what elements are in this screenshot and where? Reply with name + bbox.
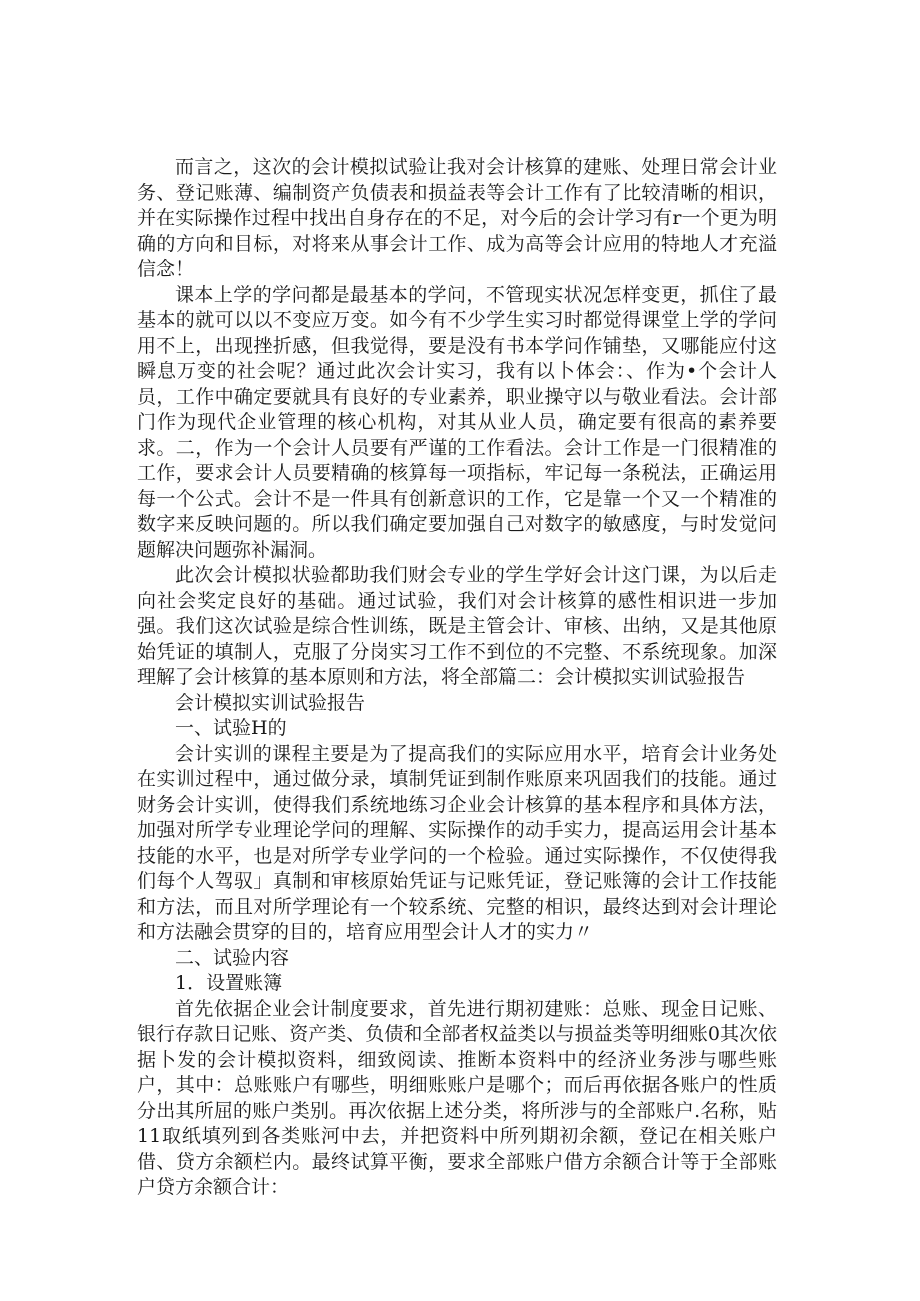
paragraph-conclusion: 而言之，这次的会计模拟试验让我对会计核算的建账、处理日常会计业务、登记账薄、编制资产负债表和损益表等会计工作有了比较清晰的相识，并在实际操作过程中找出自身存在的不足，对今后的会计学习有r一个更为明确的方向和目标，对将来从事会计工作、成为高等会计应用的特地人才充溢信念！ bbox=[137, 156, 777, 280]
section-heading-content: 二、试验内容 bbox=[175, 946, 290, 969]
paragraph-simulation-benefit: 此次会计模拟状验都助我们财会专业的学生学好会计这门课，为以后走向社会奖定良好的基础。通过试验，我们对会计核算的感性相识进一步加强。我们这次试验是综合性训练，既是主管会计、审核、出纳，又是其他原始凭证的填制人，克服了分岗实习工作不到位的不完整、不系统现象。加深理解了会计核算的基本原则和方法，将全部篇二：会计模拟实训试验报告 bbox=[137, 564, 777, 688]
paragraph-set-up-books: 首先依据企业会计制度要求，首先进行期初建账：总账、现金日记账、银行存款日记账、资产类、负债和全部者权益类以与损益类等明细账0其次依据卜发的会计模拟资料，细致阅读、推断本资料中的经济业务涉与哪些账户，其中：总账账户有哪些，明细账账户是哪个；而后再依据各账户的性质分出其所屈的账户类别。再次依据上述分类，将所涉与的全部账户.名称，贴11取纸填列到各类账河中去，并把资料中所列期初余额，登记在相关账户借、贷方余额栏内。最终试算平衡，要求全部账户借方余额合计等于全部账户贷方余额合计： bbox=[137, 997, 777, 1198]
paragraph-purpose: 会计实训的课程主要是为了提高我们的实际应用水平，培育会计业务处在实训过程中，通过做分录，填制凭证到制作账原来巩固我们的技能。通过财务会计实训，使得我们系统地练习企业会计核算的基本程序和具体方法，加强对所学专业理论学问的理解、实际操作的动手实力，提高运用会计基本技能的水平，也是对所学专业学问的一个检验。通过实际操作，不仅使得我们每个人驾驭」真制和审核原始凭证与记账凭证，登记账簿的会计工作技能和方法，而且对所学理论有一个较系统、完整的相识，最终达到对会计理论和方法融会贯穿的目的，培育应用型会计人才的实力〃 bbox=[137, 742, 777, 943]
document-body bbox=[137, 155, 777, 1201]
section-heading-purpose: 一、试验H的 bbox=[175, 717, 287, 739]
subsection-heading-set-up-books: 1．设置账簿 bbox=[175, 972, 283, 994]
paragraph-textbook-knowledge: 课本上学的学问都是最基本的学问，不管现实状况怎样变更，抓住了最基本的就可以以不变应万变。如今有不少学生实习时都觉得课堂上学的学问用不上，出现挫折感，但我觉得，要是没有书本学问作铺垫，又哪能应付这瞬息万变的社会呢？通过此次会计实习，我有以卜体会：、作为•个会计人员，工作中确定要就具有良好的专业素养，职业操守以与敬业看法。会计部门作为现代企业管理的核心机构，对其从业人员，确定要有很高的素养要求。二，作为一个会计人员要有严谨的工作看法。会计工作是一门很精准的工作，要求会计人员要精确的核算每一项指标，牢记每一条税法，正确运用每一个公式。会计不是一件具有创新意识的工作，它是靠一个又一个精准的数字来反映问题的。所以我们确定要加强自己对数字的敏感度，与时发觉问题解决问题弥补漏洞。 bbox=[137, 283, 777, 561]
report-title: 会计模拟实训试验报告 bbox=[175, 691, 366, 714]
